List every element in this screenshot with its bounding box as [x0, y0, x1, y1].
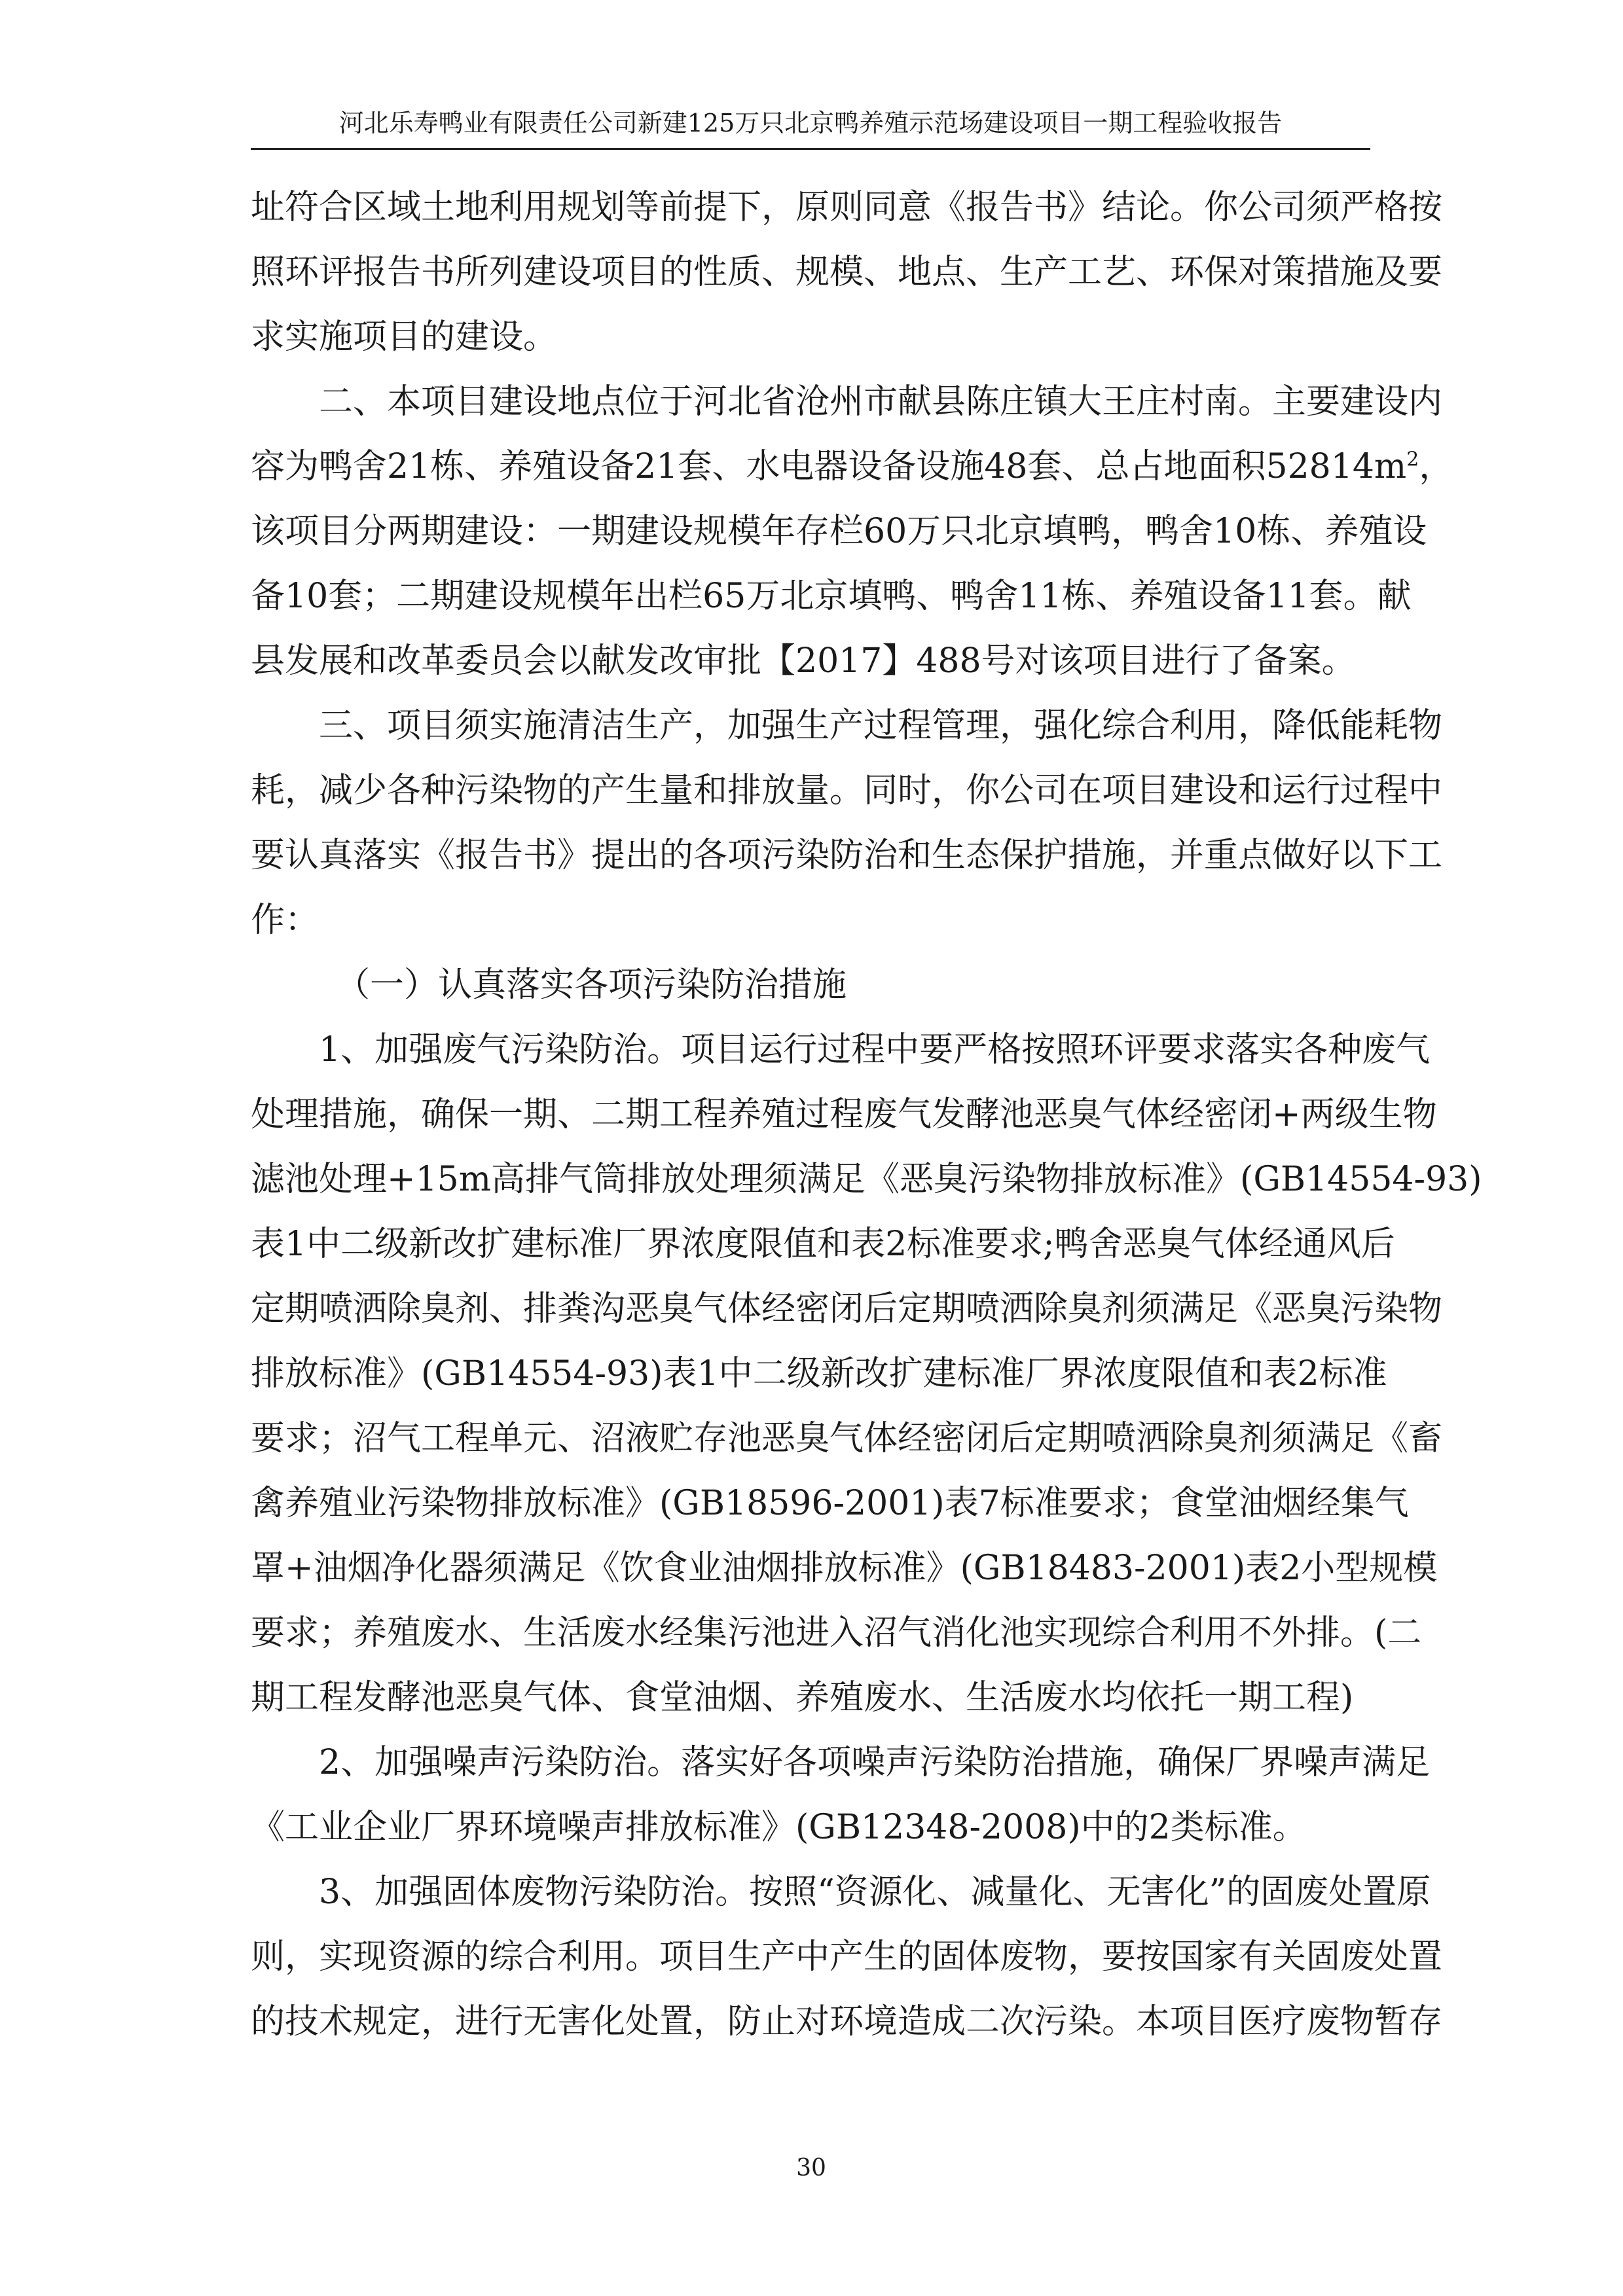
superscript: 2 [1406, 448, 1419, 471]
text-line: 照环评报告书所列建设项目的性质、规模、地点、生产工艺、环保对策措施及要 [251, 253, 1443, 292]
item-1-start: 1、加强废气污染防治。项目运行过程中要严格按照环评要求落实各种废气 [319, 1030, 1431, 1069]
text-line: 的技术规定，进行无害化处置，防止对环境造成二次污染。本项目医疗废物暂存 [251, 2002, 1443, 2041]
text-line: 期工程发酵池恶臭气体、食堂油烟、养殖废水、生活废水均依托一期工程) [251, 1678, 1354, 1717]
text-line: 县发展和改革委员会以献发改审批【2017】488号对该项目进行了备案。 [251, 641, 1356, 681]
page-header: 河北乐寿鸭业有限责任公司新建125万只北京鸭养殖示范场建设项目一期工程验收报告 [338, 109, 1283, 137]
text-line: 作： [251, 901, 319, 940]
text-line: 备10套；二期建设规模年出栏65万北京填鸭、鸭舍11栋、养殖设备11套。献 [251, 577, 1412, 616]
text-line: 滤池处理+15m高排气筒排放处理须满足《恶臭污染物排放标准》(GB14554-93) [251, 1160, 1482, 1199]
header-divider [251, 148, 1370, 150]
text-line: 要认真落实《报告书》提出的各项污染防治和生态保护措施，并重点做好以下工 [251, 836, 1443, 875]
text-line: 址符合区域土地利用规划等前提下，原则同意《报告书》结论。你公司须严格按 [251, 188, 1443, 227]
text-line: 要求；养殖废水、生活废水经集污池进入沼气消化池实现综合利用不外排。(二 [251, 1613, 1422, 1653]
text-line: 该项目分两期建设：一期建设规模年存栏60万只北京填鸭，鸭舍10栋、养殖设 [251, 512, 1427, 551]
page-number: 30 [796, 2155, 826, 2181]
text-line-with-superscript [251, 435, 1453, 499]
text-span: 容为鸭舍21栋、养殖设备21套、水电器设备设施48套、总占地面积52814m [251, 447, 1407, 486]
text-line: 《工业企业厂界环境噪声排放标准》(GB12348-2008)中的2类标准。 [251, 1808, 1307, 1847]
text-line: 求实施项目的建设。 [251, 317, 558, 357]
text-line: 罩+油烟净化器须满足《饮食业油烟排放标准》(GB18483-2001)表2小型规模 [251, 1549, 1438, 1588]
text-line: 表1中二级新改扩建标准厂界浓度限值和表2标准要求;鸭舍恶臭气体经通风后 [251, 1225, 1395, 1264]
paragraph-2-start: 二、本项目建设地点位于河北省沧州市献县陈庄镇大王庄村南。主要建设内 [319, 382, 1443, 422]
text-line: 则，实现资源的综合利用。项目生产中产生的固体废物，要按国家有关固废处置 [251, 1937, 1443, 1977]
text-line: 要求；沼气工程单元、沼液贮存池恶臭气体经密闭后定期喷洒除臭剂须满足《畜 [251, 1419, 1443, 1458]
paragraph-3-start: 三、项目须实施清洁生产，加强生产过程管理，强化综合利用，降低能耗物 [319, 706, 1443, 745]
item-3-start: 3、加强固体废物污染防治。按照“资源化、减量化、无害化”的固废处置原 [319, 1873, 1431, 1912]
text-span: ， [1419, 447, 1453, 486]
text-line: 耗，减少各种污染物的产生量和排放量。同时，你公司在项目建设和运行过程中 [251, 771, 1443, 810]
text-line: 禽养殖业污染物排放标准》(GB18596-2001)表7标准要求；食堂油烟经集气 [251, 1484, 1409, 1523]
section-heading: （一）认真落实各项污染防治措施 [336, 965, 847, 1005]
document-body [251, 175, 1482, 2054]
text-line: 定期喷洒除臭剂、排粪沟恶臭气体经密闭后定期喷洒除臭剂须满足《恶臭污染物 [251, 1289, 1443, 1329]
item-2-start: 2、加强噪声污染防治。落实好各项噪声污染防治措施，确保厂界噪声满足 [319, 1743, 1431, 1782]
text-line: 处理措施，确保一期、二期工程养殖过程废气发酵池恶臭气体经密闭+两级生物 [251, 1095, 1437, 1134]
text-line: 排放标准》(GB14554-93)表1中二级新改扩建标准厂界浓度限值和表2标准 [251, 1354, 1387, 1393]
